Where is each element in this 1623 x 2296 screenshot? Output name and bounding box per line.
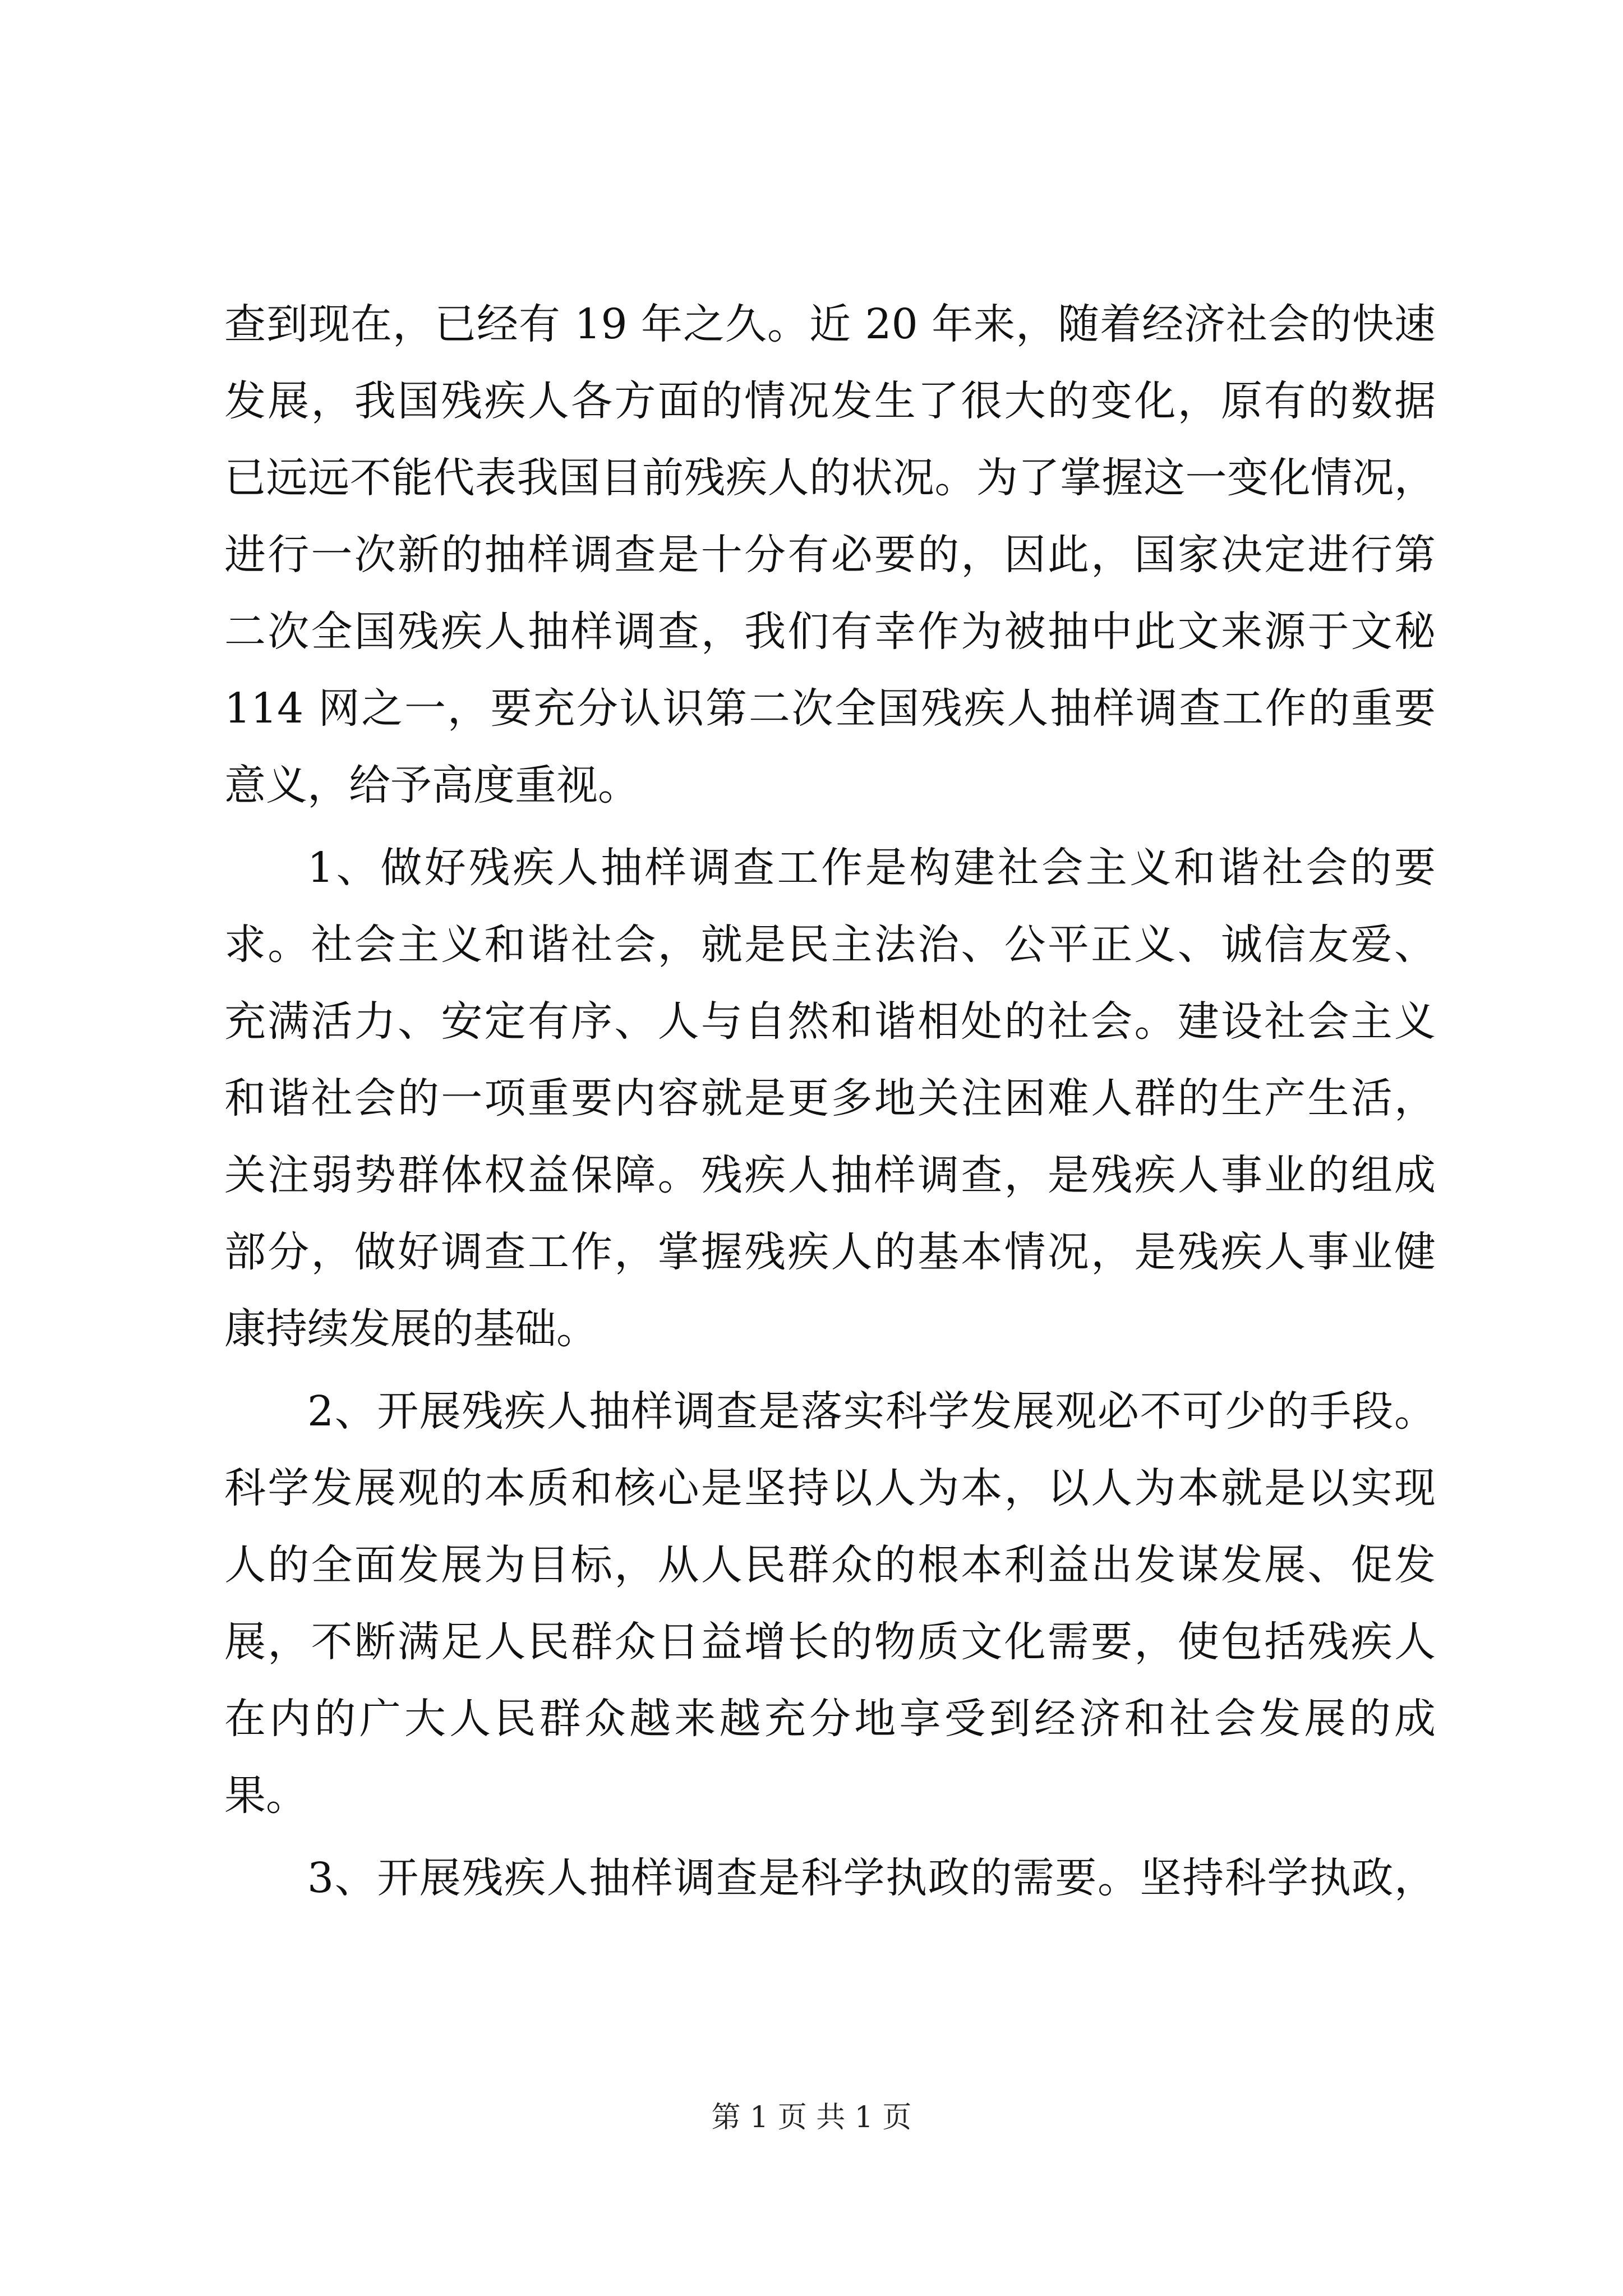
text-line: 1、做好残疾人抽样调查工作是构建社会主义和谐社会的要 xyxy=(307,844,1436,892)
text-line: 科学发展观的本质和核心是坚持以人为本，以人为本就是以实现 xyxy=(224,1464,1436,1512)
paragraph xyxy=(224,286,1436,824)
text-line: 康持续发展的基础。 xyxy=(224,1305,598,1353)
paragraph xyxy=(224,1373,1436,1834)
text-line: 关注弱势群体权益保障。残疾人抽样调查，是残疾人事业的组成 xyxy=(224,1151,1436,1199)
text-line: 展，不断满足人民群众日益增长的物质文化需要，使包括残疾人 xyxy=(224,1618,1436,1666)
text-line: 在内的广大人民群众越来越充分地享受到经济和社会发展的成 xyxy=(224,1695,1436,1743)
text-line: 3、开展残疾人抽样调查是科学执政的需要。坚持科学执政， xyxy=(307,1854,1436,1902)
text-line: 2、开展残疾人抽样调查是落实科学发展观必不可少的手段。 xyxy=(307,1387,1436,1435)
paragraph xyxy=(224,830,1436,1368)
text-line: 求。社会主义和谐社会，就是民主法治、公平正义、诚信友爱、 xyxy=(224,921,1436,969)
text-line: 意义，给予高度重视。 xyxy=(224,761,639,809)
text-line: 已远远不能代表我国目前残疾人的状况。为了掌握这一变化情况， xyxy=(224,454,1436,502)
text-line: 人的全面发展为目标，从人民群众的根本利益出发谋发展、促发 xyxy=(224,1541,1436,1589)
text-line: 部分，做好调查工作，掌握残疾人的基本情况，是残疾人事业健 xyxy=(224,1228,1436,1276)
text-line: 进行一次新的抽样调查是十分有必要的，因此，国家决定进行第 xyxy=(224,531,1436,579)
text-line: 充满活力、安定有序、人与自然和谐相处的社会。建设社会主义 xyxy=(224,997,1436,1046)
paragraph xyxy=(224,1840,1436,1917)
text-line: 和谐社会的一项重要内容就是更多地关注困难人群的生产生活， xyxy=(224,1074,1436,1122)
text-line: 查到现在，已经有 19 年之久。近 20 年来，随着经济社会的快速 xyxy=(224,300,1436,348)
text-line: 果。 xyxy=(224,1772,307,1820)
document-body xyxy=(224,286,1436,1917)
text-line: 114 网之一，要充分认识第二次全国残疾人抽样调查工作的重要 xyxy=(224,684,1436,733)
text-line: 发展，我国残疾人各方面的情况发生了很大的变化，原有的数据 xyxy=(224,377,1436,425)
text-line: 二次全国残疾人抽样调查，我们有幸作为被抽中此文来源于文秘 xyxy=(224,608,1436,656)
page-footer: 第 1 页 共 1 页 xyxy=(711,2101,912,2134)
